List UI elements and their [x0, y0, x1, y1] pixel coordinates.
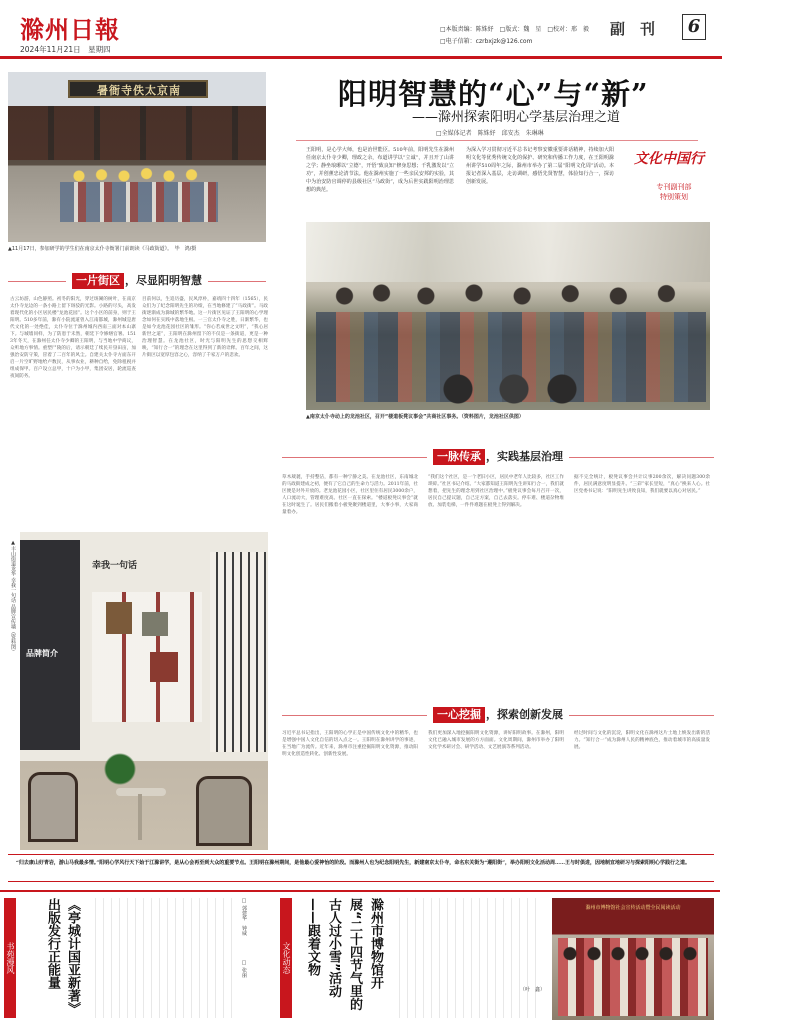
intro-col1: 王阳明，是心学大师，也是治世能臣。510年前，阳明先生在滁州任南京太仆寺少卿，理政之余，布道讲学以“立诚”，并且开了山讲之学；静坐琅琊以“立德”，开悟“致良知”修身思想；千乳激发以“立功”，并创薰忠论清节法。他在滁州实施了一些亲民安邦的实验，其中为治安防官调停的县级社区“马政街”，成为后世实践阳明治理思想的典范。	[306, 147, 454, 193]
bottom-rule	[0, 890, 720, 892]
section-name: 副 刊	[610, 20, 656, 38]
plaque-text: 暑衙寺佚太京南	[97, 84, 181, 97]
photo-bench-meeting	[306, 222, 710, 410]
wall-slogan: 幸我一句话	[92, 561, 138, 571]
email-line: □电子信箱：czrbxjzk@126.com	[440, 38, 533, 45]
section3-col1: 习近平总书记指出，王阳明的心学正是中国传统文化中的精华，也是增强中国人文化自信的切入点之一。王阳明在滁州讲学的事迹，在当地广为流传。近年来，滁州市注重挖掘阳明文化资源，推动阳明文化创造性转化、创新性发展。	[282, 731, 418, 757]
headline-byline: □全媒体记者 陈姝妤 邱安杰 朱琳琳	[436, 130, 544, 137]
section1-title: ，尽显阳明智慧	[125, 274, 202, 287]
masthead	[0, 0, 800, 64]
bottom-left-label: 书苑漫风	[4, 898, 16, 1018]
badge-sub2: 特别策划	[660, 193, 688, 201]
section3-col3: 经过时间与文化的沉淀，阳明文化在滁州这片土地上焕发出新的活力。“知行合一”成为滁州人民的精神底色，推动着城市的高质量发展。	[574, 731, 710, 750]
page-number: 6	[682, 14, 706, 40]
badge-title: 文化中国行	[634, 151, 704, 167]
section1-tag: 一片街区	[72, 273, 124, 289]
section2-col1: 草木葳蕤，手持整洁，都有一种宁静之美。在龙池社区，东南城北的马政街建成之初，便有了它自己的生命力与活力。2011年前，社区便是对外开放的。老龙池花园小区，社区里住有居民3000余户，人口流动大，管理难度高。社区一直在探索。“楼道板凳议事会”就在这时诞生了。居民们搬着小板凳聚到楼道里，大事小事，大家商量着办。	[282, 475, 418, 515]
section3-title: ，探索创新发展	[486, 708, 563, 721]
issue-date: 2024年11月21日 星期四	[20, 45, 111, 54]
bottom-mid-title: 滁州市博物馆开展“二十四节气里的古人过小雪”活动——跟着文物	[305, 898, 383, 1011]
photo3-caption: ▲丰山街道龙华 幸我一句话 品牌宣传墙（资料图）	[10, 540, 16, 655]
photo-brand-wall	[20, 532, 268, 850]
section2-col2: “我们这个社区，是一个老旧小区，居民中老年人比较多，社区工作琐碎。”社区书记介绍。“大家都知道王阳明先生讲知行合一，我们就想着，把先生的理念用到社区治理中。”板凳议事会每月召开一次，居民自己提议题，自己定方案，自己去落实。停车难、楼道杂物堆放、加装电梯，一件件难题在板凳上得到解决。	[428, 475, 564, 508]
culture-china-badge	[634, 148, 714, 210]
bottom-left-author2: □ 张丽	[241, 960, 247, 978]
bottom-left-body	[88, 898, 238, 1018]
headline-subtitle: ——滁州探索阳明心学基层治理之道	[412, 110, 621, 125]
section3-col2: 我们更加深入地挖掘阳明文化资源，讲好阳明故事。在滁州，阳明文化已融入城市发展的方方面面。文化周期间，滁州市举办了阳明文化学术研讨会、研学活动、文艺展演等系列活动。	[428, 731, 564, 750]
right-margin	[722, 0, 800, 1025]
bottom-mid-body	[392, 898, 542, 1018]
badge-sub1: 专刊副刊部	[656, 183, 692, 191]
section1-col1: 古云坊游，山色静照。初冬的阳光，穿过斑阑的树叶，在南京太仆寺龙边的一条小路上留下斑驳的光影。小路的尽头，高发着现代化的小区居民楼“龙池花园”。这个小区的前身，则于王阳明。510多年前，滁有小院流道曾入江南都城，滁州城是唐代文化的一处绝佳，太仆寺位于滁州城内西南三面对本山寨下。与城墙同样，为了防患于未然，朝廷下令修缮官署。1513年冬天，在滁州任太仆寺少卿的王阳明，与当地中学商议，众听地方事情。重塑尸陵的后，请示朝廷了续民开垦田亩，加强治安防守策，冒着了二百年的风尘。自建关太仆寺方面东开启一片空旷野地给卢数民，从事农业，耕种自给，免除租税并组成保甲。百户设立总甲，十户为小甲，集团安居，轮流巡查夜间防务。	[10, 297, 136, 379]
section1-heading	[8, 272, 266, 290]
photo2-caption: ▲南京太仆寺动上的龙池社区，召开“楼道板凳议事会”共商社区事务。（资料图片，龙池社区供图）	[306, 414, 524, 420]
bottom-left-title: 《亭城计国亚新著》出版发行正能量	[45, 898, 80, 1015]
section3-heading	[282, 706, 714, 724]
bottom-mid-label: 文化动态	[280, 898, 292, 1018]
photo1-caption: ▲11月17日，参加研学的学生们在南京太仆寺衙署门前朗读《马政街道》。 毕 鸿/摄	[8, 246, 197, 252]
photo-museum-event	[552, 898, 714, 1020]
masthead-rule	[0, 56, 800, 59]
photo-students-reading	[8, 72, 266, 242]
quote-box	[8, 854, 714, 882]
museum-banner-text: 滁州市博物馆社会宣传活动暨全民阅读活动	[585, 905, 681, 911]
wall-brand-intro: 品牌简介	[26, 649, 58, 658]
newspaper-logo: 滁州日報	[20, 15, 120, 44]
bottom-left-author: □ 郭建华 钟威	[241, 898, 247, 936]
section2-heading	[282, 448, 714, 466]
intro-col2: 为深入学习贯彻习近平总书记考察安徽重要讲话精神，持续加大阳明文化等优秀传统文化的保护、研究和传播工作力度，在王阳明滁州讲学510周年之际，滁州市举办了第二届“阳明文化周”活动。本报记者深入基层，走访调研，感悟先贤智慧，体验知行合一，探访创新发展。	[466, 147, 614, 185]
section3-tag: 一心挖掘	[433, 707, 485, 723]
section1-col2: 目前何以，生追历盛，民风淳朴，嘉靖四十四年（1565），民众们为了纪念阳明先生的功绩，在当地修建了“马政街”。马政街逐渐成为滁城的繁华地。这一片街区见证了王阳明的心学理念如何在实践中落地生根。一三官太仆寺之胜，日渐繁华，也是如今龙池花园社区的雏形。“你心若成世之文明”，“我心居新世之道”，王阳明在滁州留下的不仅是一条街道，更是一种治理智慧。在龙池社区，时光与阳明先生的思想交相辉映，“知行合一”的理念在这里得到了新的诠释。百年之间，这片街区以宽厚包容之心，容纳了千家万户的悲欢。	[142, 297, 268, 358]
section2-title: ，实践基层治理	[486, 450, 563, 463]
headline-title: 阳明智慧的“心”与“新”	[338, 77, 649, 111]
section2-col3: 据不完全统计，板凳议事会共计议事200余次，解决问题300余件，居民满意度明显提升。“三彩”家长里短，“真心”换来人心。社区党委书记说：“阳明先生讲致良知，我们就要以真心对居民。”	[574, 475, 710, 494]
editors-line: □本版责编：陈姝妤 □版式：魏 星 □校对：邢 毅	[440, 26, 590, 33]
quote-text: “归去康山好青岩，游山马我最多情。”阳明心学风行天下始于江滁讲学，是从心会再至到大众的重要节点。王阳明在滁州期间，是他最心爱神怡的阶段。而滁州人也为纪念阳明先生，新建南京太仆寺，命名东关街为“遵阳街”，举办阳明文化活动周……王与时俱进，因地制宜地研习与探索阳明心学践行之道。	[16, 860, 691, 866]
section2-tag: 一脉传承	[433, 449, 485, 465]
bottom-mid-author: （叶 鑫）	[520, 987, 546, 993]
